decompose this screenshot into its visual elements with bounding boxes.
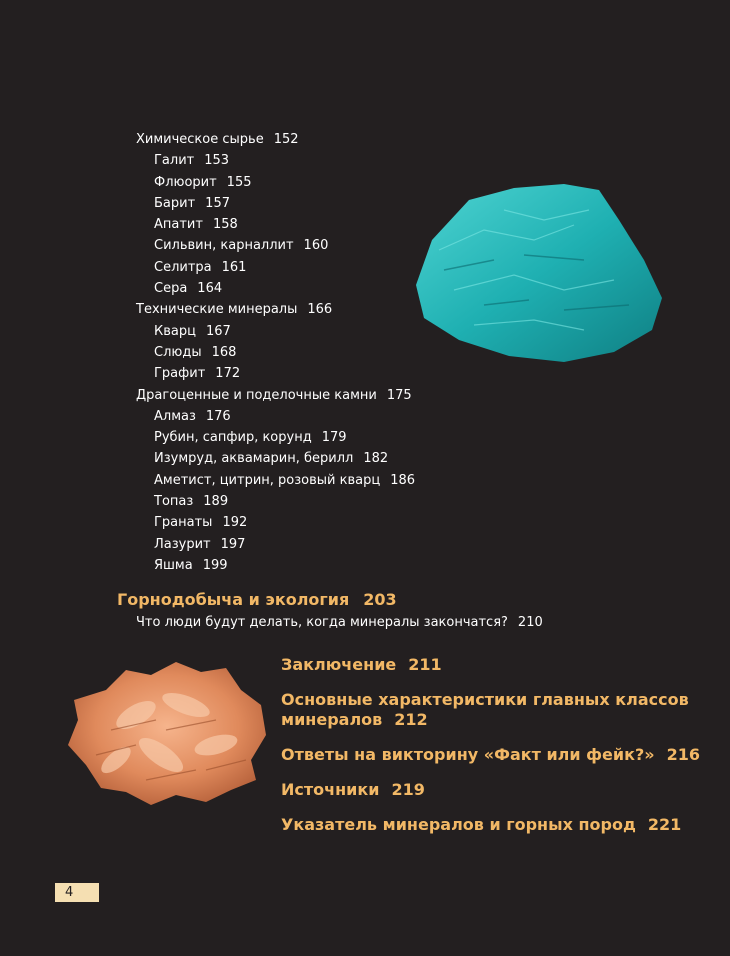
toc-entry: [136, 214, 415, 235]
toc-entry-page: 158: [212, 217, 238, 233]
chapter-title: Указатель минералов и горных пород: [281, 815, 636, 834]
toc-entry-page: 175: [386, 387, 412, 403]
toc-entry-title: Яшма: [154, 557, 193, 573]
toc-entry: [136, 150, 415, 171]
toc-entry: [136, 257, 415, 278]
chapter-page: 212: [394, 710, 428, 729]
toc-entry-page: 160: [303, 238, 329, 254]
chapter-page: 221: [647, 815, 682, 834]
chapter-title: Заключение: [281, 655, 397, 674]
toc-entry: [136, 299, 415, 320]
toc-entry-title: Селитра: [154, 259, 212, 275]
page-number: 4: [55, 883, 99, 902]
toc-entry-page: 172: [215, 366, 241, 382]
toc-sub-list: [136, 129, 415, 576]
toc-entry-page: 157: [205, 195, 230, 211]
chapter-entry: [281, 690, 711, 730]
section-heading: [117, 589, 397, 611]
toc-entry: [136, 193, 415, 214]
toc-entry: [136, 363, 415, 384]
toc-entry-title: Аметист, цитрин, розовый кварц: [154, 472, 381, 488]
amazonite-rock-image: [414, 180, 664, 364]
chapter-entry: [281, 655, 711, 675]
toc-entry-title: Лазурит: [154, 536, 211, 552]
toc-entry-title: Кварц: [154, 323, 196, 339]
toc-entry-page: 179: [321, 430, 347, 446]
toc-entry: [136, 406, 415, 427]
toc-entry-page: 189: [203, 494, 229, 510]
chapter-page: 219: [391, 780, 425, 799]
toc-entry-title: Слюды: [154, 344, 202, 360]
toc-entry-title: Изумруд, аквамарин, берилл: [154, 451, 354, 467]
chapter-title: Ответы на викторину «Факт или фейк?»: [281, 745, 655, 764]
toc-entry: [136, 427, 415, 448]
chapter-entry: [281, 780, 711, 800]
toc-entry-title: Технические минералы: [136, 302, 298, 318]
section-sub-title: Что люди будут делать, когда минералы закончатся?: [136, 615, 508, 630]
toc-entry: [136, 385, 415, 406]
toc-entry: [136, 321, 415, 342]
toc-entry-title: Драгоценные и поделочные камни: [136, 387, 377, 403]
toc-entry-title: Химическое сырье: [136, 132, 264, 147]
chapter-entry: [281, 815, 711, 835]
toc-entry: [136, 448, 415, 469]
toc-entry-title: Галит: [154, 153, 195, 169]
section-sub-page: 210: [517, 615, 543, 630]
section-page: 203: [363, 590, 397, 609]
toc-entry-title: Графит: [154, 366, 206, 382]
toc-entry-title: Апатит: [154, 217, 203, 233]
toc-entry-title: Топаз: [154, 494, 194, 510]
toc-entry: [136, 491, 415, 512]
toc-entry-page: 152: [273, 132, 299, 147]
toc-entry-page: 153: [204, 153, 230, 169]
chapter-page: 211: [408, 655, 442, 674]
toc-entry-page: 199: [202, 557, 228, 573]
toc-entry-title: Сильвин, карналлит: [154, 238, 294, 254]
toc-entry: [136, 342, 415, 363]
toc-entry: [136, 512, 415, 533]
chapter-title: Источники: [281, 780, 380, 799]
toc-entry-page: 197: [220, 536, 246, 552]
chapter-page: 216: [666, 745, 700, 764]
toc-entry-page: 176: [205, 408, 231, 424]
chapter-title: Основные характеристики главных классов минералов: [281, 690, 689, 729]
desert-rose-image: [66, 660, 271, 806]
toc-entry: [136, 555, 415, 576]
toc-entry-page: 192: [222, 515, 248, 531]
section-subentry: [136, 613, 543, 633]
toc-entry-page: 168: [211, 344, 237, 360]
toc-entry-title: Алмаз: [154, 408, 196, 424]
toc-entry-page: 186: [390, 472, 416, 488]
toc-entry: [136, 534, 415, 555]
toc-entry: [136, 172, 415, 193]
toc-entry-page: 164: [197, 281, 223, 297]
toc-entry-page: 161: [221, 259, 247, 275]
toc-entry: [136, 278, 415, 299]
toc-entry: [136, 235, 415, 256]
toc-entry-page: 167: [205, 323, 231, 339]
toc-entry-title: Барит: [154, 195, 196, 211]
section-title: Горнодобыча и экология: [117, 590, 350, 609]
chapter-list: [281, 655, 711, 850]
toc-entry: [136, 470, 415, 491]
toc-entry-title: Рубин, сапфир, корунд: [154, 430, 312, 446]
toc-entry-page: 182: [363, 451, 389, 467]
toc-entry-title: Сера: [154, 281, 188, 297]
toc-entry-page: 155: [226, 174, 252, 190]
chapter-entry: [281, 745, 711, 765]
toc-entry-title: Гранаты: [154, 515, 213, 531]
toc-entry: [136, 129, 415, 150]
toc-entry-page: 166: [307, 302, 333, 318]
toc-entry-title: Флюорит: [154, 174, 217, 190]
